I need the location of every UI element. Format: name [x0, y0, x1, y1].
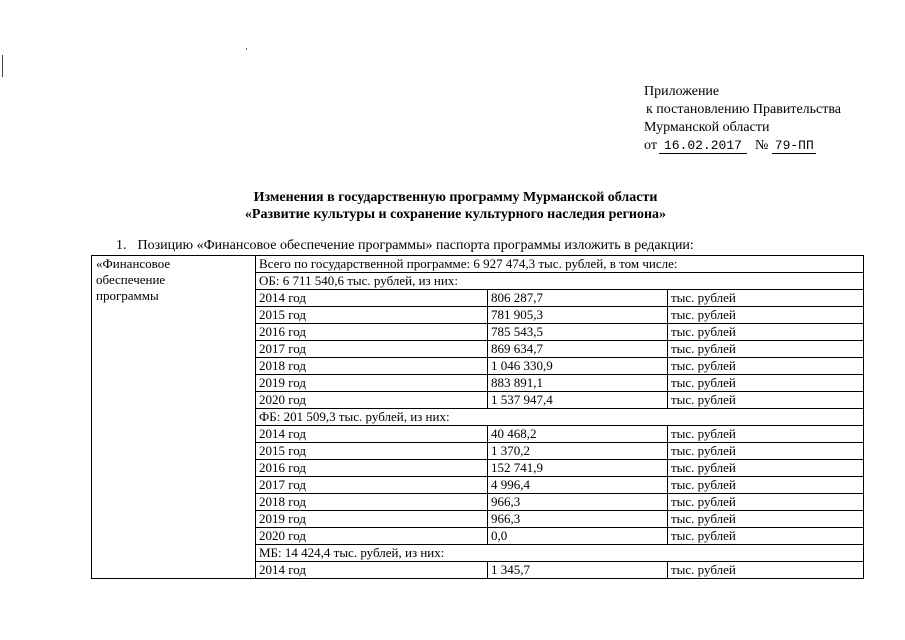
amount-cell: 781 905,3: [488, 307, 668, 324]
year-cell: 2020 год: [256, 392, 488, 409]
unit-cell: тыс. рублей: [668, 392, 864, 409]
number-label: №: [754, 138, 769, 153]
unit-cell: тыс. рублей: [668, 494, 864, 511]
total-financing-cell: Всего по государственной программе: 6 927 474,3 тыс. рублей, в том числе:: [256, 256, 864, 273]
year-cell: 2016 год: [256, 324, 488, 341]
appendix-date-line: [644, 137, 841, 155]
year-cell: 2014 год: [256, 290, 488, 307]
unit-cell: тыс. рублей: [668, 528, 864, 545]
position-label-line: «Финансовое: [96, 256, 171, 271]
amount-cell: 1 537 947,4: [488, 392, 668, 409]
unit-cell: тыс. рублей: [668, 426, 864, 443]
amount-cell: 806 287,7: [488, 290, 668, 307]
year-cell: 2018 год: [256, 358, 488, 375]
scan-speck: [246, 48, 247, 50]
amount-cell: 152 741,9: [488, 460, 668, 477]
appendix-title: Приложение: [644, 84, 720, 99]
title-line-1: Изменения в государственную программу Мурманской области: [253, 190, 658, 205]
amount-cell: 1 345,7: [488, 562, 668, 579]
unit-cell: тыс. рублей: [668, 341, 864, 358]
amount-cell: 966,3: [488, 511, 668, 528]
year-cell: 2014 год: [256, 562, 488, 579]
amount-cell: 0,0: [488, 528, 668, 545]
year-cell: 2017 год: [256, 477, 488, 494]
financing-table: [91, 255, 864, 579]
amount-cell: 4 996,4: [488, 477, 668, 494]
year-cell: 2020 год: [256, 528, 488, 545]
year-cell: 2015 год: [256, 443, 488, 460]
unit-cell: тыс. рублей: [668, 307, 864, 324]
position-label-cell: [92, 256, 256, 579]
table-row: [92, 256, 864, 273]
unit-cell: тыс. рублей: [668, 511, 864, 528]
unit-cell: тыс. рублей: [668, 477, 864, 494]
appendix-region-line: Мурманской области: [644, 120, 770, 135]
amount-cell: 1 370,2: [488, 443, 668, 460]
position-label-line: обеспечение: [96, 272, 166, 287]
appendix-header: [644, 83, 841, 155]
amount-cell: 40 468,2: [488, 426, 668, 443]
year-cell: 2019 год: [256, 511, 488, 528]
year-cell: 2017 год: [256, 341, 488, 358]
amount-cell: 966,3: [488, 494, 668, 511]
unit-cell: тыс. рублей: [668, 460, 864, 477]
list-item-number: 1.: [116, 238, 127, 253]
list-item-1: [116, 238, 694, 254]
unit-cell: тыс. рублей: [668, 443, 864, 460]
scan-edge-mark: [2, 55, 3, 77]
unit-cell: тыс. рублей: [668, 375, 864, 392]
appendix-decree-line: к постановлению Правительства: [646, 102, 842, 117]
date-prefix: от: [644, 138, 657, 153]
amount-cell: 883 891,1: [488, 375, 668, 392]
amount-cell: 1 046 330,9: [488, 358, 668, 375]
decree-date: 16.02.2017: [659, 139, 747, 154]
unit-cell: тыс. рублей: [668, 324, 864, 341]
budget-group-header: МБ: 14 424,4 тыс. рублей, из них:: [256, 545, 864, 562]
unit-cell: тыс. рублей: [668, 358, 864, 375]
list-item-text: Позицию «Финансовое обеспечение программы» паспорта программы изложить в редакции:: [137, 238, 694, 253]
budget-group-header: ФБ: 201 509,3 тыс. рублей, из них:: [256, 409, 864, 426]
title-line-2: «Развитие культуры и сохранение культурного наследия региона»: [244, 207, 667, 222]
amount-cell: 869 634,7: [488, 341, 668, 358]
amount-cell: 785 543,5: [488, 324, 668, 341]
budget-group-header: ОБ: 6 711 540,6 тыс. рублей, из них:: [256, 273, 864, 290]
year-cell: 2018 год: [256, 494, 488, 511]
year-cell: 2019 год: [256, 375, 488, 392]
year-cell: 2016 год: [256, 460, 488, 477]
unit-cell: тыс. рублей: [668, 290, 864, 307]
unit-cell: тыс. рублей: [668, 562, 864, 579]
position-label-line: программы: [96, 288, 159, 303]
document-title: [0, 189, 905, 223]
year-cell: 2014 год: [256, 426, 488, 443]
year-cell: 2015 год: [256, 307, 488, 324]
decree-number: 79-ПП: [772, 139, 816, 154]
